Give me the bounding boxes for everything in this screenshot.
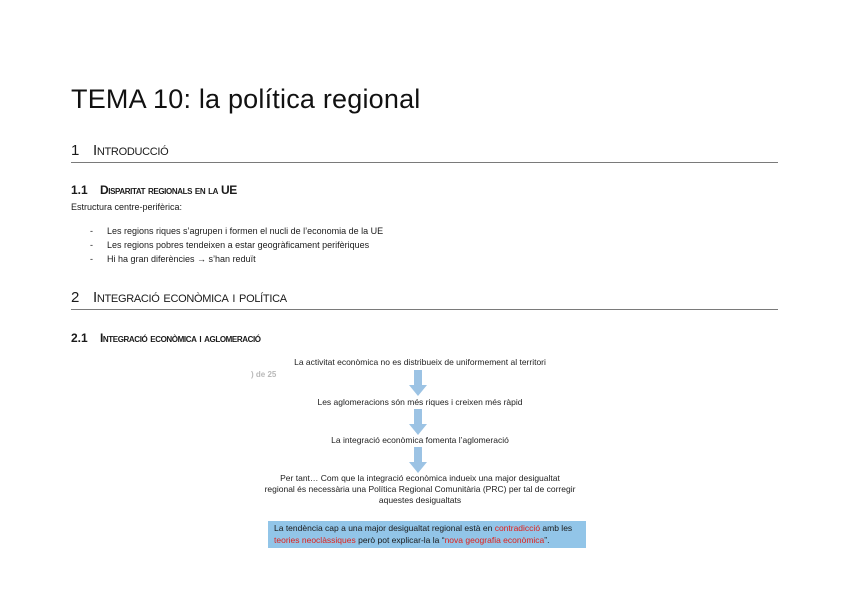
- document-title: TEMA 10: la política regional: [71, 84, 421, 114]
- flow-step-4-line-1: Per tant… Com que la integració econòmica indueix una major desigualtat: [280, 473, 560, 483]
- subsection-title: Disparitat regionals en la UE: [100, 183, 237, 197]
- section-number: 1: [71, 142, 80, 159]
- section-heading-1: [71, 142, 778, 163]
- bullet-text: Les regions riques s’agrupen i formen el nucli de l’economia de la UE: [107, 226, 384, 236]
- bullet-dash: -: [90, 254, 93, 264]
- callout-text: però pot explicar-la la “: [355, 534, 445, 545]
- paragraph-intro: Estructura centre-perifèrica:: [71, 202, 183, 212]
- flow-step-1: La activitat econòmica no es distribueix de uniformement al territori: [294, 357, 546, 367]
- section-title: Integració econòmica i política: [93, 289, 287, 306]
- flow-step-3: La integració econòmica fomenta l’aglomeració: [331, 435, 509, 445]
- callout-highlight: nova geografia econòmica: [444, 534, 545, 545]
- section-heading-2: [71, 289, 778, 310]
- flow-step-4-line-3: aquestes desigualtats: [378, 495, 462, 505]
- down-arrow-icon: [409, 370, 427, 396]
- callout-box: [268, 521, 586, 548]
- down-arrow-icon: [409, 447, 427, 473]
- bullet-dash: -: [90, 226, 93, 236]
- page-counter-ghost: ) de 25: [251, 370, 277, 379]
- down-arrow-icon: [409, 409, 427, 435]
- bullet-text: Hi ha gran diferències → s’han reduït: [107, 254, 256, 264]
- section-title: Introducció: [93, 142, 169, 159]
- callout-text: ”.: [544, 534, 550, 545]
- subsection-number: 2.1: [71, 331, 88, 345]
- bullet-text: Les regions pobres tendeixen a estar geogràficament perifèriques: [107, 240, 370, 250]
- callout-text: amb les: [540, 523, 573, 533]
- callout-highlight: teories neoclàssiques: [274, 534, 356, 545]
- section-number: 2: [71, 289, 80, 306]
- subsection-title: Integració econòmica i aglomeració: [100, 331, 261, 345]
- callout-text: La tendència cap a una major desigualtat regional està en: [274, 523, 495, 533]
- subsection-number: 1.1: [71, 183, 88, 197]
- bullet-dash: -: [90, 240, 93, 250]
- callout-highlight: contradicció: [494, 523, 541, 533]
- flow-step-4-line-2: regional és necessària una Política Regional Comunitària (PRC) per tal de corregir: [264, 484, 576, 494]
- flow-step-2: Les aglomeracions són més riques i creixen més ràpid: [317, 397, 523, 407]
